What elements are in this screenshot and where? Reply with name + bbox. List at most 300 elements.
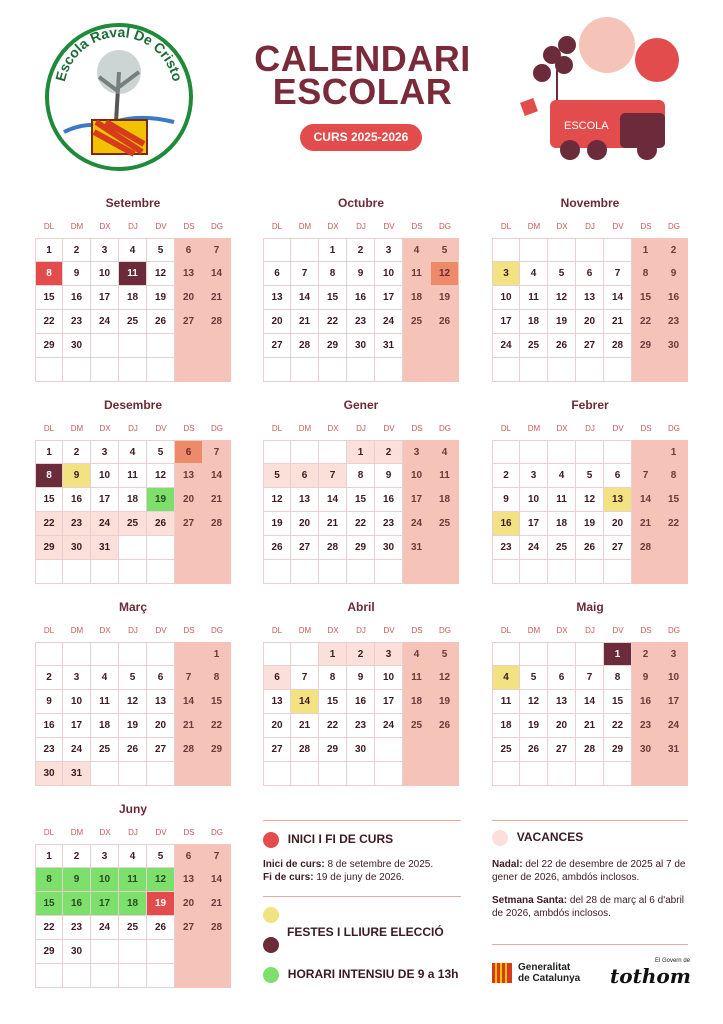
month-maig [492,600,688,786]
day-cell: 21 [632,512,660,536]
weekday-label: DM [70,828,84,837]
day-cell: 6 [576,262,604,286]
day-cell: 3 [91,440,119,464]
day-cell: 21 [604,310,632,334]
day-cell: 13 [263,286,291,310]
empty-cell [291,358,319,382]
day-cell: 6 [263,666,291,690]
empty-cell [119,762,147,786]
day-cell: 1 [660,440,688,464]
weekday-header [35,822,231,844]
empty-cell [604,560,632,584]
weekday-header [492,418,688,440]
empty-cell [147,560,175,584]
day-cell: 12 [263,488,291,512]
day-cell: 24 [403,512,431,536]
weekday-label: DJ [585,222,595,231]
day-cell: 14 [203,262,231,286]
weekday-label: DX [556,222,568,231]
day-cell: 17 [91,488,119,512]
day-cell: 23 [63,310,91,334]
day-cell: 21 [203,286,231,310]
day-cell: 3 [91,844,119,868]
day-cell: 31 [403,536,431,560]
empty-cell [548,440,576,464]
day-cell: 13 [175,262,203,286]
empty-cell [147,536,175,560]
day-cell: 9 [632,666,660,690]
day-cell: 7 [604,262,632,286]
day-cell: 12 [548,286,576,310]
empty-cell [147,642,175,666]
day-cell: 2 [347,238,375,262]
day-cell: 19 [548,310,576,334]
month-grid [263,642,459,786]
day-cell: 25 [119,512,147,536]
weekday-label: DV [383,626,395,635]
weekday-label: DM [527,424,541,433]
day-cell: 12 [119,690,147,714]
intensiu-dot [263,967,279,983]
month-febrer [492,398,688,584]
day-cell: 24 [520,536,548,560]
day-cell: 27 [263,738,291,762]
day-cell: 16 [660,286,688,310]
day-cell: 8 [347,464,375,488]
empty-cell [119,334,147,358]
day-cell: 8 [35,464,63,488]
day-cell: 5 [147,238,175,262]
legend-start-end: INICI I FI DE CURS Inici de curs: 8 de setembre de 2025. Fi de curs: 19 de juny de 2026. [263,832,434,884]
empty-cell [147,762,175,786]
empty-cell [291,762,319,786]
day-cell: 15 [35,892,63,916]
start-end-dot [263,832,279,848]
empty-cell [91,334,119,358]
day-cell: 8 [319,262,347,286]
day-cell: 28 [604,334,632,358]
day-cell: 30 [347,334,375,358]
day-cell: 14 [576,690,604,714]
day-cell: 4 [548,464,576,488]
day-cell: 29 [35,536,63,560]
weekday-label: DL [271,626,283,635]
day-cell: 18 [119,488,147,512]
weekday-label: DX [327,222,339,231]
empty-cell [632,560,660,584]
day-cell: 21 [203,892,231,916]
day-cell: 24 [375,714,403,738]
weekday-label: DM [70,424,84,433]
day-cell: 18 [403,690,431,714]
day-cell: 26 [520,738,548,762]
day-cell: 21 [175,714,203,738]
day-cell: 28 [203,310,231,334]
day-cell: 1 [35,238,63,262]
day-cell: 26 [263,536,291,560]
empty-cell [492,238,520,262]
weekday-label: DS [640,222,652,231]
empty-cell [119,940,147,964]
weekday-label: DJ [356,424,366,433]
empty-cell [403,738,431,762]
day-cell: 16 [347,690,375,714]
weekday-label: DL [271,222,283,231]
empty-cell [492,560,520,584]
empty-cell [203,940,231,964]
day-cell: 1 [203,642,231,666]
weekday-label: DV [612,626,624,635]
day-cell: 31 [660,738,688,762]
day-cell: 14 [291,286,319,310]
empty-cell [319,358,347,382]
weekday-label: DM [527,222,541,231]
weekday-label: DX [327,424,339,433]
empty-cell [403,334,431,358]
day-cell: 20 [147,714,175,738]
day-cell: 16 [347,286,375,310]
gencat-logo: Generalitat de Catalunya [492,962,580,984]
day-cell: 27 [175,916,203,940]
day-cell: 29 [347,536,375,560]
empty-cell [520,642,548,666]
day-cell: 17 [375,690,403,714]
weekday-label: DJ [128,222,138,231]
day-cell: 13 [291,488,319,512]
empty-cell [203,334,231,358]
empty-cell [175,536,203,560]
day-cell: 13 [175,868,203,892]
day-cell: 11 [548,488,576,512]
day-cell: 19 [147,488,175,512]
empty-cell [604,238,632,262]
weekday-label: DV [155,626,167,635]
month-octubre [263,196,459,382]
month-name: Gener [343,398,379,412]
weekday-label: DJ [356,626,366,635]
day-cell: 26 [147,916,175,940]
day-cell: 29 [632,334,660,358]
empty-cell [147,358,175,382]
weekday-label: DL [500,222,512,231]
month-grid [35,844,231,988]
day-cell: 25 [492,738,520,762]
day-cell: 26 [431,714,459,738]
day-cell: 21 [291,714,319,738]
day-cell: 30 [660,334,688,358]
weekday-label: DG [439,222,451,231]
month-setembre [35,196,231,382]
empty-cell [576,238,604,262]
day-cell: 9 [375,464,403,488]
weekday-label: DL [43,828,55,837]
day-cell: 16 [35,714,63,738]
empty-cell [203,964,231,988]
empty-cell [291,238,319,262]
day-cell: 9 [492,488,520,512]
day-cell: 23 [660,310,688,334]
month-grid [263,238,459,382]
day-cell: 7 [319,464,347,488]
day-cell: 4 [492,666,520,690]
weekday-label: DS [183,828,195,837]
empty-cell [35,358,63,382]
day-cell: 9 [347,262,375,286]
empty-cell [431,738,459,762]
empty-cell [147,334,175,358]
day-cell: 18 [431,488,459,512]
day-cell: 6 [147,666,175,690]
empty-cell [319,560,347,584]
day-cell: 12 [520,690,548,714]
day-cell: 31 [91,536,119,560]
empty-cell [35,560,63,584]
day-cell: 7 [291,262,319,286]
month-name: Abril [347,600,375,614]
day-cell: 29 [604,738,632,762]
day-cell: 7 [203,844,231,868]
month-desembre [35,398,231,584]
empty-cell [119,358,147,382]
day-cell: 30 [632,738,660,762]
day-cell: 25 [403,714,431,738]
empty-cell [203,358,231,382]
day-cell: 15 [35,286,63,310]
legend-divider [492,944,688,945]
day-cell: 6 [548,666,576,690]
day-cell: 13 [604,488,632,512]
day-cell: 22 [660,512,688,536]
empty-cell [119,560,147,584]
day-cell: 10 [91,868,119,892]
empty-cell [91,964,119,988]
month-juny [35,802,231,988]
day-cell: 15 [203,690,231,714]
day-cell: 4 [119,844,147,868]
day-cell: 2 [35,666,63,690]
day-cell: 8 [319,666,347,690]
weekday-label: DV [383,424,395,433]
empty-cell [403,762,431,786]
day-cell: 15 [319,690,347,714]
day-cell: 14 [203,464,231,488]
day-cell: 22 [604,714,632,738]
day-cell: 28 [203,512,231,536]
weekday-label: DV [383,222,395,231]
empty-cell [175,560,203,584]
weekday-label: DG [439,424,451,433]
empty-cell [548,238,576,262]
empty-cell [520,762,548,786]
day-cell: 4 [91,666,119,690]
empty-cell [548,642,576,666]
weekday-label: DV [155,222,167,231]
day-cell: 30 [63,536,91,560]
empty-cell [91,940,119,964]
weekday-label: DG [668,424,680,433]
day-cell: 18 [119,892,147,916]
day-cell: 29 [203,738,231,762]
legend-vacances: VACANCES Nadal: del 22 de desembre de 2025 al 7 de gener de 2026, ambdós inclosos. Setmana Santa: del 28 de març al 6 d'abril de 2026, ambdós inclosos. [492,830,686,920]
day-cell: 4 [403,238,431,262]
empty-cell [375,560,403,584]
day-cell: 1 [604,642,632,666]
empty-cell [203,762,231,786]
day-cell: 15 [660,488,688,512]
day-cell: 5 [119,666,147,690]
day-cell: 2 [63,238,91,262]
weekday-label: DX [327,626,339,635]
day-cell: 23 [492,536,520,560]
day-cell: 12 [431,262,459,286]
weekday-label: DG [211,222,223,231]
empty-cell [175,642,203,666]
day-cell: 20 [291,512,319,536]
weekday-header [492,620,688,642]
weekday-label: DM [70,626,84,635]
day-cell: 4 [119,440,147,464]
day-cell: 6 [175,238,203,262]
day-cell: 1 [35,844,63,868]
empty-cell [632,358,660,382]
day-cell: 3 [520,464,548,488]
weekday-label: DM [298,222,312,231]
weekday-label: DS [183,424,195,433]
day-cell: 25 [520,334,548,358]
day-cell: 21 [319,512,347,536]
empty-cell [91,642,119,666]
month-name: Octubre [337,196,384,210]
weekday-label: DJ [356,222,366,231]
day-cell: 16 [375,488,403,512]
weekday-label: DJ [585,626,595,635]
empty-cell [375,358,403,382]
day-cell: 27 [291,536,319,560]
day-cell: 23 [63,916,91,940]
day-cell: 28 [632,536,660,560]
day-cell: 5 [147,844,175,868]
day-cell: 9 [347,666,375,690]
empty-cell [492,358,520,382]
day-cell: 6 [291,464,319,488]
legend-intensiu: HORARI INTENSIU DE 9 a 13h [263,967,463,983]
empty-cell [520,358,548,382]
empty-cell [263,238,291,262]
day-cell: 7 [291,666,319,690]
day-cell: 21 [291,310,319,334]
day-cell: 5 [548,262,576,286]
legend-festes: FESTES I LLIURE ELECCIÓ [263,907,463,967]
empty-cell [291,642,319,666]
day-cell: 14 [319,488,347,512]
day-cell: 16 [492,512,520,536]
empty-cell [492,440,520,464]
day-cell: 13 [147,690,175,714]
day-cell: 15 [632,286,660,310]
legend-divider [492,820,688,821]
weekday-label: DL [43,424,55,433]
day-cell: 8 [632,262,660,286]
day-cell: 15 [347,488,375,512]
day-cell: 27 [604,536,632,560]
day-cell: 4 [431,440,459,464]
weekday-label: DG [211,626,223,635]
day-cell: 13 [175,464,203,488]
month-novembre [492,196,688,382]
month-name: Maig [576,600,604,614]
day-cell: 26 [576,536,604,560]
empty-cell [91,762,119,786]
empty-cell [319,762,347,786]
day-cell: 29 [35,940,63,964]
weekday-header [35,216,231,238]
weekday-label: DL [500,424,512,433]
empty-cell [548,560,576,584]
day-cell: 5 [520,666,548,690]
day-cell: 16 [63,286,91,310]
day-cell: 23 [347,310,375,334]
day-cell: 26 [147,310,175,334]
empty-cell [347,762,375,786]
day-cell: 22 [203,714,231,738]
day-cell: 4 [520,262,548,286]
month-name: Novembre [560,196,620,210]
empty-cell [632,762,660,786]
day-cell: 4 [119,238,147,262]
day-cell: 10 [91,262,119,286]
gencat-icon [492,963,512,983]
course-badge: CURS 2025-2026 [300,124,422,151]
weekday-label: DG [668,626,680,635]
day-cell: 18 [492,714,520,738]
weekday-label: DL [43,626,55,635]
empty-cell [63,358,91,382]
vacances-dot [492,830,508,846]
empty-cell [604,358,632,382]
weekday-header [35,418,231,440]
day-cell: 17 [63,714,91,738]
day-cell: 10 [660,666,688,690]
empty-cell [660,560,688,584]
day-cell: 16 [63,892,91,916]
weekday-label: DG [668,222,680,231]
empty-cell [203,536,231,560]
weekday-label: DV [612,424,624,433]
day-cell: 16 [632,690,660,714]
day-cell: 1 [35,440,63,464]
day-cell: 24 [660,714,688,738]
day-cell: 10 [492,286,520,310]
day-cell: 5 [263,464,291,488]
bus-text: ESCOLA [564,120,609,132]
day-cell: 11 [431,464,459,488]
empty-cell [119,536,147,560]
empty-cell [520,440,548,464]
day-cell: 14 [604,286,632,310]
day-cell: 7 [175,666,203,690]
empty-cell [263,358,291,382]
empty-cell [431,560,459,584]
empty-cell [431,536,459,560]
weekday-label: DG [211,424,223,433]
weekday-label: DV [612,222,624,231]
day-cell: 10 [375,262,403,286]
day-cell: 22 [347,512,375,536]
empty-cell [63,560,91,584]
day-cell: 5 [431,642,459,666]
day-cell: 25 [91,738,119,762]
weekday-label: DM [70,222,84,231]
